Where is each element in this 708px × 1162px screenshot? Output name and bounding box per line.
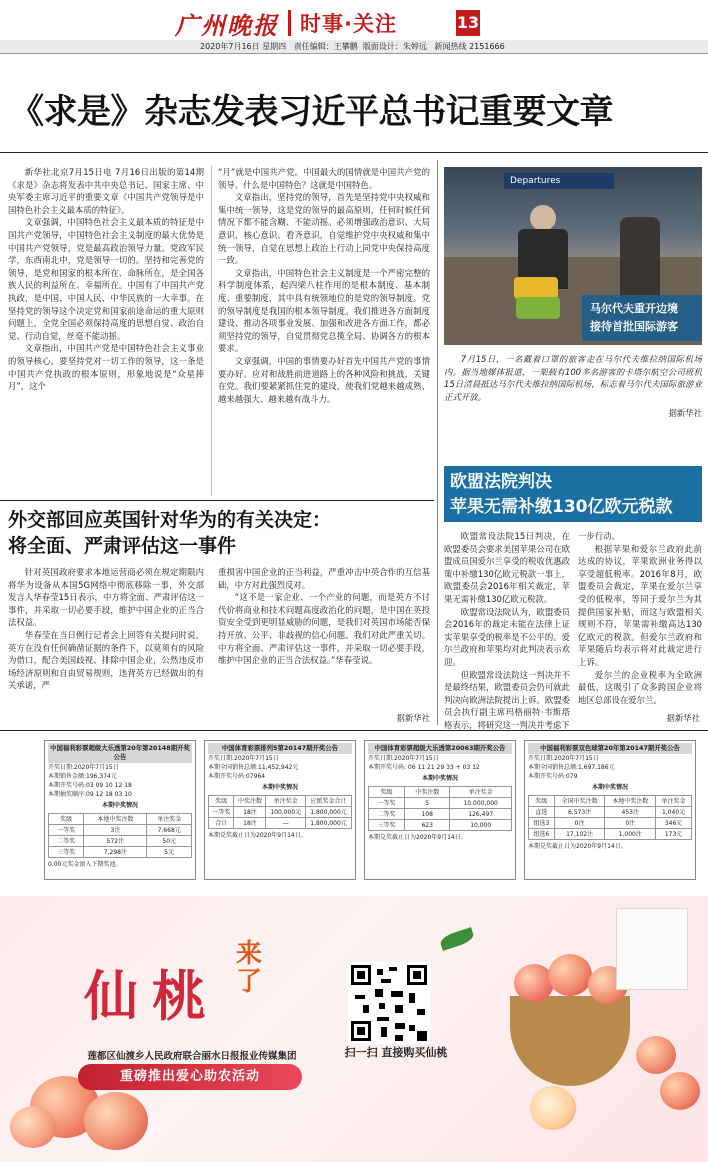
lottery-top-rule [0,730,708,731]
table-cell: 5元 [147,847,192,858]
lottery-line: 开奖日期:2020年7月15日 [528,755,599,762]
table-cell: 1,040元 [656,807,692,818]
editor: 责任编辑：王攀鹏 [293,42,358,51]
table-cell: 奖级 [209,796,234,807]
lottery-table [528,795,692,840]
table-cell: — [266,818,306,829]
peach-image [660,1072,700,1110]
lottery-line: 本期开奖号码: 06 11 21 29 33 + 03 12 [368,764,480,771]
lottery-title: 中国福利彩票超级大乐透第20年第20148期开奖公告 [48,743,192,763]
lottery-title: 中国体育彩票排列5第20147期开奖公告 [208,743,352,754]
lottery-line: 本期开奖号码:079 [528,773,578,780]
yellow-suitcase [514,277,558,299]
table-cell: 应派奖金合计 [306,796,352,807]
ad-scan-text: 扫一扫 直接购买仙桃 [344,1046,448,1059]
huawei-column-1 [8,566,204,692]
paper-name: 广州晚报 [175,11,279,40]
lottery-line: 本期全国销售总额:1,697,186元 [528,764,615,771]
headline-rule [0,152,708,153]
photo-overlay-line2: 接待首批国际游客 [590,320,678,333]
peach-image [530,1086,576,1130]
table-cell: 17,102注 [554,829,605,840]
lottery-line: 开奖日期:2020年7月15日 [368,755,439,762]
table-cell: 453注 [605,807,656,818]
lead-paragraph: 新华社北京7月15日电 7月16日出版的第14期《求是》杂志将发表中共中央总书记、国家主席、中央军委主席习近平的重要文章《中国共产党领导是中国特色社会主义最本质的特征》。 [8,167,204,215]
huawei-paragraph: “这不是一家企业、一个产业的问题，而是英方不讨代价将商业和技术问题高度政治化的问题，是中国在英投资安全受到更明显威胁的问题，是我们对英国市场能否保持开放、公平、非歧视的信心问题。我们对此严重关切。中方将全面、严肃评估这一事件，并采取一切必要手段，维护中国企业的正当合法权益。”华春莹说。 [218,592,430,666]
table-cell: 0注 [554,818,605,829]
huawei-column-2 [218,566,430,667]
info-bar [0,40,708,54]
lottery-box-4 [524,740,696,880]
lottery-line: 开奖日期:2020年7月15日 [48,764,119,771]
lead-paragraph: 文章指出，坚持党的领导，首先是坚持党中央权威和集中统一领导，这是党的领导的最高原则，任何时候任何情况下都不能含糊、不能动摇。必须增强政治意识、大局意识、核心意识、看齐意识，自觉维护党中央权威和集中统一领导，自觉在思想上政治上行动上同党中央保持高度一致。 [218,192,430,266]
ad-organizer: 莲都区仙渡乡人民政府联合丽水日报报业传媒集团 [87,1051,297,1062]
photo-caption [444,345,702,403]
table-cell: 全国中奖注数 [554,796,605,807]
eu-paragraph: 欧盟常设法院认为，欧盟委员会2016年的裁定未能在法律上证实苹果享受的税率是不公平的。爱尔兰政府和苹果均对此判决表示欢迎。 [444,606,570,667]
photo-overlay [582,295,702,341]
eu-title [446,470,704,520]
photo-caption-text: 7月15日，一名戴着口罩的旅客走在马尔代夫维拉纳国际机场内。据当地媒体报道，一架载有100多名游客的卡塔尔航空公司班机15日清晨抵达马尔代夫维拉纳国际机场，标志着马尔代夫国际旅游业正式开放。 [444,354,702,402]
lottery-header: 本期中奖情况 [591,784,628,791]
page-number: 13 [456,10,480,36]
lottery-table [48,813,192,858]
table-cell: 1,800,000元 [306,818,352,829]
table-cell: 奖级 [369,787,405,798]
lottery-table [208,795,352,829]
huawei-title [8,507,418,559]
table-cell: 50元 [147,836,192,847]
lead-column-1 [8,166,204,393]
lottery-foot: 本期兑奖截止日为2020年9月14日。 [528,843,627,850]
eu-column-2 [578,530,702,706]
lottery-line: 开奖日期:2020年7月15日 [208,755,279,762]
photo-overlay-line1: 马尔代夫重开边境 [590,302,678,315]
lottery-foot: 0.00元奖金滚入下期奖池。 [48,861,122,868]
peach-image [10,1106,56,1148]
lead-paragraph: 文章强调，中国特色社会主义最本质的特征是中国共产党领导，中国特色社会主义制度的最大优势是中国共产党领导，党是最高政治领导力量。党政军民学，东西南北中，党是领导一切的。坚持和完善党的领导，是党和国家的根本所在、命脉所在，是全国各族人民的利益所在、幸福所在。中国有了中国共产党执政，是中国、中国人民、中华民族的一大幸事。在坚持党的领导这个决定党和国家前途命运的重大原则问题上，全党全国必须保持高度的思想自觉、政治自觉、行动自觉，丝毫不能动摇。 [8,217,204,341]
lottery-table [368,786,512,831]
table-cell: 单注奖金 [266,796,306,807]
lottery-section [44,740,696,880]
table-cell: 1,000注 [605,829,656,840]
ad-slogan: 重磅推出爱心助农活动 [78,1064,302,1090]
departures-sign [504,173,614,189]
table-cell: 7,298注 [84,847,147,858]
table-cell: 5 [405,798,450,809]
date-line: 2020年7月16日 星期四 [200,42,287,51]
lottery-line: 本期全国销售总额:11,452,942元 [208,764,299,771]
lottery-box-3 [364,740,516,880]
table-cell: 二等奖 [49,836,84,847]
table-cell: 直选 [529,807,555,818]
peach-image [84,1092,148,1150]
gift-box [616,908,688,990]
column-divider [211,166,212,496]
table-cell: 一等奖 [369,798,405,809]
table-cell: 三等奖 [49,847,84,858]
lead-paragraph: “月”就是中国共产党。中国最大的国情就是中国共产党的领导。什么是中国特色？这就是中国特色。 [218,167,430,190]
lead-column-2 [218,166,430,405]
eu-title-line2: 苹果无需补缴130亿欧元税款 [450,497,673,517]
photo-caption-block [444,345,702,419]
table-cell: 126,497 [450,809,512,820]
table-cell: 一等奖 [209,807,234,818]
section-name: 时事·关注 [300,12,397,36]
table-cell: 623 [405,820,450,831]
lottery-box-1 [44,740,196,880]
huawei-paragraph: 针对英国政府要求本地运营商必须在规定期限内将华为设备从本国5G网络中彻底移除一事，外交部发言人华春莹15日表示，中方将全面、严肃评估这一事件，并采取一切必要手段，维护中国企业的正当合法权益。 [8,567,204,628]
lottery-line: 本期销售金额:196,374元 [48,773,117,780]
huawei-title-line2: 将全面、严肃评估这一事件 [8,535,237,557]
table-cell: 100,000元 [266,807,306,818]
lottery-header: 本期中奖情况 [421,775,458,782]
peach-advertisement [0,896,708,1162]
table-cell: 18注 [234,807,266,818]
ad-title: 仙桃 [84,964,220,1028]
qr-code-graphic [351,965,427,1041]
lottery-header: 本期中奖情况 [101,802,138,809]
table-cell: 奖级 [529,796,555,807]
table-cell: 三等奖 [369,820,405,831]
lottery-title: 中国福利彩票双色球第20年第20147期开奖公告 [528,743,692,754]
table-cell: 中奖注数 [234,796,266,807]
eu-paragraph: 欧盟常设法院15日判决，在欧盟委员会要求美国苹果公司在欧盟成员国爱尔兰享受的税收优惠政策中补缴130亿欧元税款一事上，欧盟委员会2016年相关裁定，苹果无需补缴130亿欧元税款。 [444,531,570,604]
lead-paragraph: 文章指出，中国特色社会主义制度是一个严密完整的科学制度体系，起四梁八柱作用的是根本制度、基本制度、重要制度，其中具有统领地位的是党的领导制度。党的领导制度是我国的根本领导制度。我们推进各方面制度建设、推动各项事业发展、加强和改进各方面工作，都必须坚持党的领导，自觉贯彻党总揽全局、协调各方的根本要求。 [218,267,430,354]
huawei-paragraph: 重损害中国企业的正当利益，严重冲击中英合作的互信基础，中方对此强烈反对。 [218,567,430,590]
table-cell: 合计 [209,818,234,829]
ad-title-small: 来了 [236,939,263,997]
table-cell: 173元 [656,829,692,840]
masthead [0,0,708,44]
table-cell: 一等奖 [49,825,84,836]
masthead-divider [288,10,291,36]
background-people [620,217,660,307]
lottery-foot: 本期兑奖截止日为2020年9月14日。 [368,834,467,841]
huawei-paragraph: 华春莹在当日例行记者会上回答有关提问时说，英方在没有任何确凿证据的条件下，以莫须有的风险为借口，配合美国歧视、排除中国企业，公然违反市场经济原则和自由贸易规则，违背英方已经做出的有关承诺，严 [8,629,204,691]
table-cell: 572注 [84,836,147,847]
lottery-foot: 本期兑奖截止日为2020年9月14日。 [208,832,307,839]
eu-paragraph: 但欧盟常设法院这一判决并不是最终结果，欧盟委员会仍可就此判决向欧洲法院提出上诉。欧盟委员会执行副主席玛格丽特·韦斯塔格表示，将研究这一判决并考虑下 [444,669,570,730]
eu-paragraph: 一步行动。 [578,531,620,541]
table-cell: 组选3 [529,818,555,829]
table-cell: 单注奖金 [656,796,692,807]
lottery-line: 本期开奖号码:07964 [208,773,266,780]
table-cell: 1,800,000元 [306,807,352,818]
lead-headline: 《求是》杂志发表习近平总书记重要文章 [10,92,613,132]
table-cell: 346元 [656,818,692,829]
table-cell: 奖级 [49,814,84,825]
lottery-line: 本期抽奖顺序:09 12 18 03 10 [48,791,132,798]
eu-column-1 [444,530,570,732]
section-divider [437,160,438,725]
leaf-icon [439,927,476,951]
huawei-top-rule [0,500,434,501]
lottery-title: 中国体育彩票超级大乐透第20063期开奖公告 [368,743,512,754]
eu-title-line1: 欧盟法院判决 [450,472,552,492]
eu-credit: 据新华社 [666,713,700,723]
huawei-title-line1: 外交部回应英国针对华为的有关决定： [8,509,332,531]
table-cell: 本地中奖注数 [605,796,656,807]
photo-credit: 据新华社 [668,408,702,419]
lead-paragraph: 文章强调，中国的事情要办好首先中国共产党的事情要办好。应对和战胜前进道路上的各种风险和挑战，关键在党。我们要紧紧抓住党的建设，使我们党越来越成熟、越来越强大、越来越有战斗力。 [218,355,430,404]
lottery-line: 本期开奖号码:03 09 10 12 18 [48,782,132,789]
eu-paragraph: 根据苹果和爱尔兰政府此前达成的协议，苹果欧洲业务得以享受超低税率。2016年8月，欧盟委员会裁定，苹果在爱尔兰享受的低税率，等同于爱尔兰为其提供国家补贴，而这与欧盟相关规则不符，苹果需补缴高达130亿欧元的税款。但爱尔兰政府和苹果随后均表示将对此裁定进行上诉。 [578,543,702,667]
lottery-box-2 [204,740,356,880]
table-cell: 7,668元 [147,825,192,836]
table-cell: 18注 [234,818,266,829]
lottery-header: 本期中奖情况 [261,784,298,791]
lead-paragraph: 文章指出，中国共产党是中国特色社会主义事业的领导核心。要坚持党对一切工作的领导，这一条是中国共产党执政的根本原则，形象地说是“众星捧月”，这个 [8,343,204,392]
peach-image [548,954,592,996]
table-cell: 108 [405,809,450,820]
designer: 版面设计：朱婷远 [362,42,427,51]
peach-image [636,1036,676,1074]
table-cell: 10,000,000 [450,798,512,809]
table-cell: 单注奖金 [450,787,512,798]
qr-code[interactable] [348,962,430,1044]
table-cell: 二等奖 [369,809,405,820]
table-cell: 单注奖金 [147,814,192,825]
table-cell: 3注 [84,825,147,836]
traveler-head [530,205,556,231]
table-cell: 6,573注 [554,807,605,818]
departures-sign-text: Departures [510,176,561,186]
table-cell: 10,000 [450,820,512,831]
news-photo [444,167,702,345]
table-cell: 本地中奖注数 [84,814,147,825]
table-cell: 组选6 [529,829,555,840]
table-cell: 0注 [605,818,656,829]
green-suitcase [516,297,560,319]
table-cell: 中奖注数 [405,787,450,798]
eu-paragraph: 爱尔兰的企业税率为全欧洲最低，这吸引了众多跨国企业将地区总部设在爱尔兰。 [578,669,702,705]
peach-basket [510,996,630,1086]
huawei-credit: 据新华社 [396,713,430,723]
hotline: 新闻热线 2151666 [434,42,505,51]
